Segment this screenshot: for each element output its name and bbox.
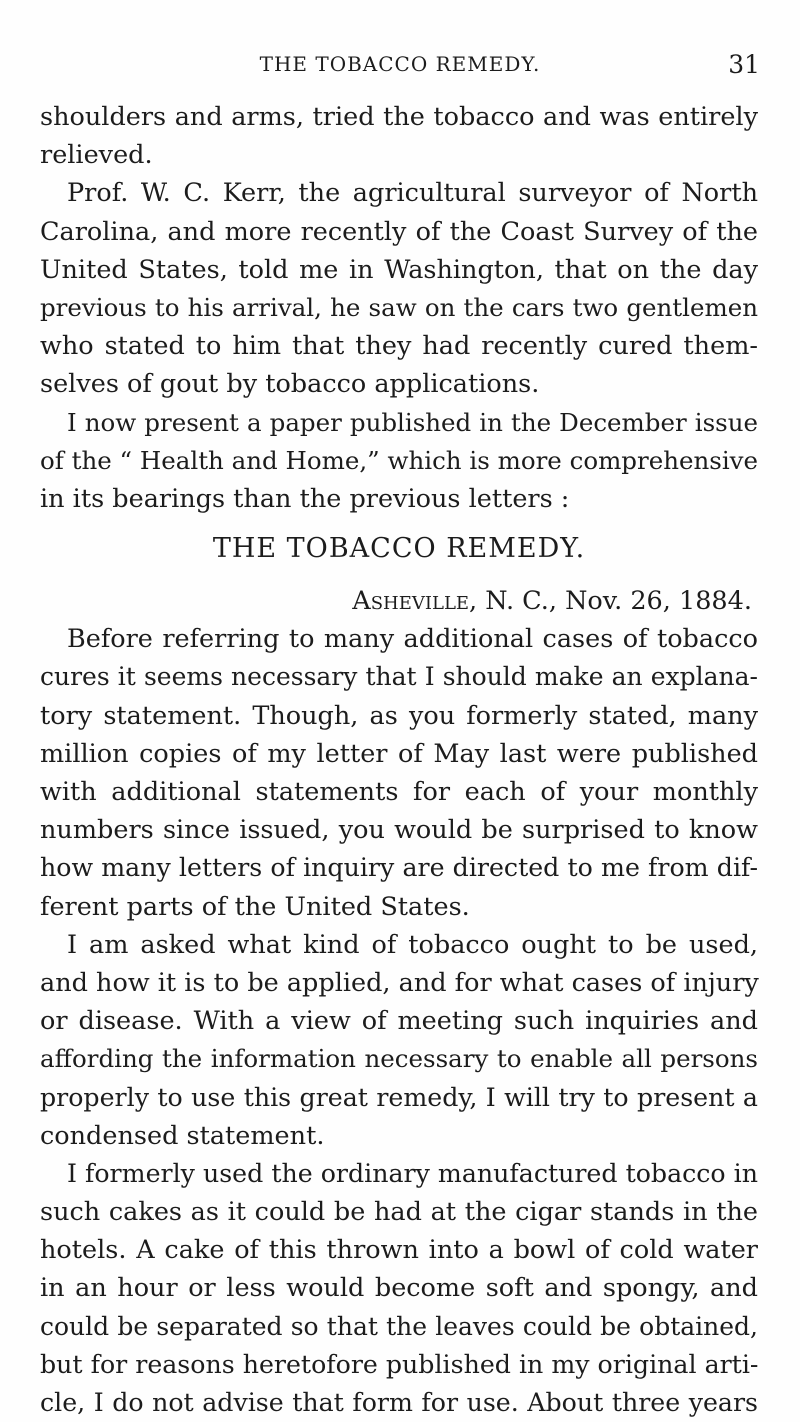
text-line: with additional statements for each of your monthly	[40, 777, 758, 807]
text-line: hotels. A cake of this thrown into a bowl of cold water	[40, 1235, 758, 1266]
text-line: Carolina, and more recently of the Coast Survey of the	[40, 216, 758, 247]
text-line: Prof. W. C. Kerr, the agricultural surveyor of North	[67, 178, 758, 209]
text-line: properly to use this great remedy, I will try to present a	[40, 1082, 758, 1112]
text-line: shoulders and arms, tried the tobacco and was entirely	[40, 102, 758, 132]
text-line: but for reasons heretofore published in my original arti-	[40, 1349, 759, 1379]
text-line: condensed statement.	[40, 1120, 325, 1151]
text-line: United States, told me in Washington, that on the day	[40, 254, 758, 285]
page-body	[40, 98, 758, 1422]
text-line: how many letters of inquiry are directed to me from dif-	[40, 853, 758, 883]
text-line: in an hour or less would become soft and spongy, and	[40, 1273, 758, 1304]
running-title: THE TOBACCO REMEDY.	[259, 52, 541, 76]
text-line: million copies of my letter of May last were published	[40, 738, 758, 769]
dateline	[40, 582, 758, 620]
text-line: could be separated so that the leaves could be obtained,	[40, 1311, 758, 1341]
text-line: or disease. With a view of meeting such inquiries and	[40, 1006, 758, 1037]
text-line: cures it seems necessary that I should make an explana-	[40, 662, 758, 692]
text-line: numbers since issued, you would be surprised to know	[40, 815, 758, 846]
text-line: such cakes as it could be had at the cigar stands in the	[40, 1197, 758, 1228]
text-line: affording the information necessary to enable all persons	[40, 1044, 758, 1074]
text-line: selves of gout by tobacco applications.	[40, 369, 540, 400]
text-line: and how it is to be applied, and for what cases of injury	[40, 967, 759, 998]
text-line: Before referring to many additional cases of tobacco	[67, 624, 758, 655]
page-header	[40, 50, 760, 80]
text-line: who stated to him that they had recently cured them-	[40, 331, 758, 362]
page-number: 31	[728, 50, 760, 79]
text-line: I formerly used the ordinary manufactured tobacco in	[67, 1158, 758, 1188]
text-line: of the “ Health and Home,” which is more comprehensive	[40, 445, 758, 475]
section-heading: THE TOBACCO REMEDY.	[212, 533, 586, 565]
text-line: in its bearings than the previous letters :	[40, 483, 570, 514]
text-line: I am asked what kind of tobacco ought to be used,	[67, 929, 758, 960]
text-line: I now present a paper published in the December issue	[67, 407, 758, 437]
text-line: cle, I do not advise that form for use. About three years	[40, 1388, 758, 1417]
text-line: tory statement. Though, as you formerly stated, many	[40, 700, 758, 731]
text-line: relieved.	[40, 140, 153, 171]
text-line: previous to his arrival, he saw on the cars two gentlemen	[40, 292, 758, 322]
dateline-place: Asheville	[352, 586, 470, 617]
text-line: ferent parts of the United States.	[40, 891, 470, 922]
dateline-rest: , N. C., Nov. 26, 1884.	[469, 586, 752, 617]
